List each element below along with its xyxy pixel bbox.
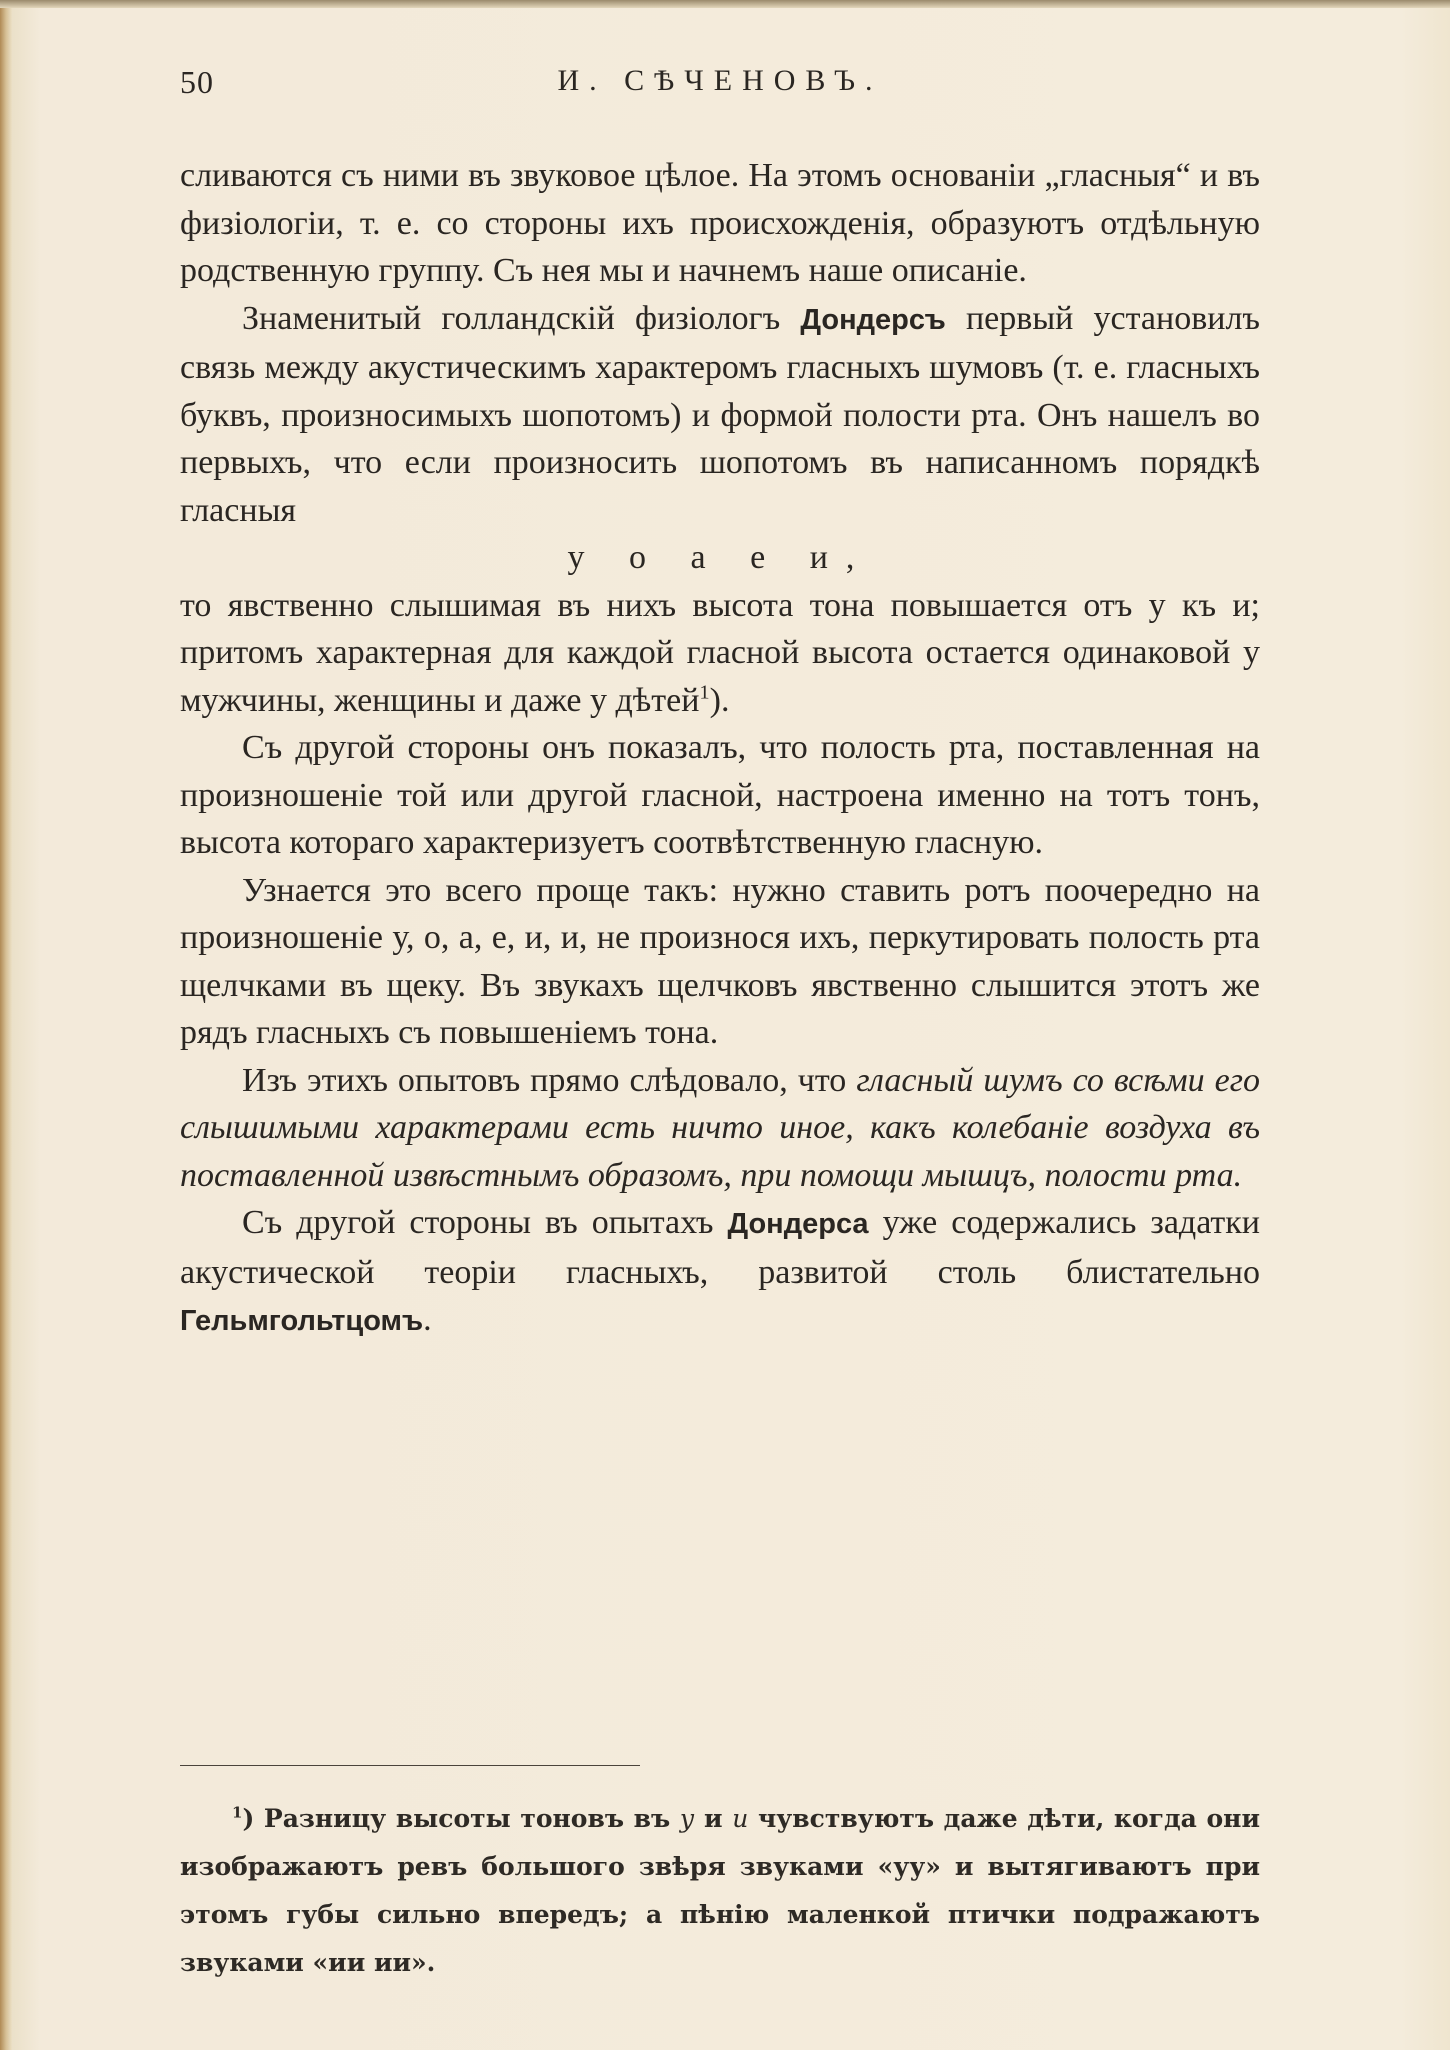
footnote-text — [180, 1795, 1260, 1987]
paragraph-3 — [180, 582, 1260, 725]
author-name-donders: Дондерсъ — [800, 303, 946, 336]
paragraph-7 — [180, 1199, 1260, 1346]
paragraph-3-text: то явственно слышимая въ нихъ высота тона повышается отъ у къ и; притомъ характерная для каждой гласной высота остается одинаковой у мужчины, женщины и даже у дѣтей — [180, 586, 1260, 719]
paragraph-1 — [180, 152, 1260, 295]
paragraph-7-text-b: уже содержались задатки акустической теорiи гласныхъ, развитой столь блистательно — [180, 1204, 1261, 1291]
paragraph-7-text-c: . — [423, 1301, 432, 1338]
paragraph-6 — [180, 1057, 1260, 1200]
vowel-sequence — [180, 534, 1260, 582]
page-top-edge — [0, 0, 1450, 8]
paragraph-4 — [180, 724, 1260, 867]
paragraph-1-text: сливаются съ ними въ звуковое цѣлое. На этомъ основанiи „гласныя“ и въ физiологiи, т. е. со стороны ихъ происхожденiя, образуютъ отдѣльную родственную группу. Съ нея мы и начнемъ наше описанiе. — [180, 157, 1260, 289]
footnote-marker: 1 — [232, 1803, 243, 1822]
paragraph-3-tail: ). — [709, 681, 730, 719]
paragraph-6-text-a: Изъ этихъ опытовъ прямо слѣдовало, что — [242, 1061, 857, 1099]
author-name-helmholtz: Гельмгольтцомъ — [180, 1305, 424, 1337]
paragraph-2-text-a: Знаменитый голландскiй физiологъ — [242, 299, 801, 337]
paragraph-2 — [180, 295, 1260, 535]
page-number: 50 — [180, 64, 214, 100]
paragraph-4-text: Съ другой стороны онъ показалъ, что полость рта, поставленная на произношенiе той или другой гласной, настроена именно на тотъ тонъ, высота котораго характеризуетъ соотвѣтственную гласную. — [180, 729, 1260, 861]
footnote-ref: 1 — [699, 681, 710, 704]
page-left-edge — [0, 0, 12, 2050]
footnote-text-a: ) Разницу высоты тоновъ въ — [242, 1804, 680, 1833]
footnote-vowel-i: и — [732, 1804, 749, 1833]
footnote-text-c: чувствуютъ даже дѣти, когда они изображаютъ ревъ большого звѣря звуками «уу» и вытягиваютъ при этомъ губы сильно впередъ; а пѣнiю маленкой птички подражаютъ звуками «ии ии». — [180, 1804, 1260, 1977]
footnote-text-b: и — [694, 1804, 733, 1833]
vowel-sequence-text: у о а е и, — [567, 539, 873, 576]
footnote-divider — [180, 1765, 640, 1766]
paragraph-6-emphasis: гласный шумъ со всѣми его слышимыми характерами есть ничто иное, какъ колебанiе воздуха въ поставленной извѣстнымъ образомъ, при помощи мышцъ, полости рта. — [180, 1061, 1260, 1194]
body-text — [180, 152, 1260, 1346]
footnote — [180, 1795, 1260, 1987]
author-name-donders-2: Дондерса — [727, 1208, 869, 1240]
paragraph-7-text-a: Съ другой стороны въ опытахъ — [242, 1204, 728, 1241]
paragraph-5 — [180, 867, 1260, 1057]
footnote-vowel-u: у — [679, 1804, 695, 1833]
page-header — [180, 64, 1260, 114]
running-head: И. СѢЧЕНОВЪ. — [557, 64, 883, 97]
paragraph-5-text: Узнается это всего проще такъ: нужно ставить ротъ поочередно на произношенiе у, о, а, е, и, и, не произнося ихъ, перкутировать полость рта щелчками въ щеку. Въ звукахъ щелчковъ явственно слышится этотъ же рядъ гласныхъ съ повышенiемъ тона. — [180, 871, 1260, 1051]
paragraph-2-text-b: первый установилъ связь между акустическимъ характеромъ гласныхъ шумовъ (т. е. гласныхъ буквъ, произносимыхъ шопотомъ) и формой полости рта. Онъ нашелъ во первыхъ, что если произносить шопотомъ въ написанномъ порядкѣ гласныя — [180, 299, 1261, 529]
